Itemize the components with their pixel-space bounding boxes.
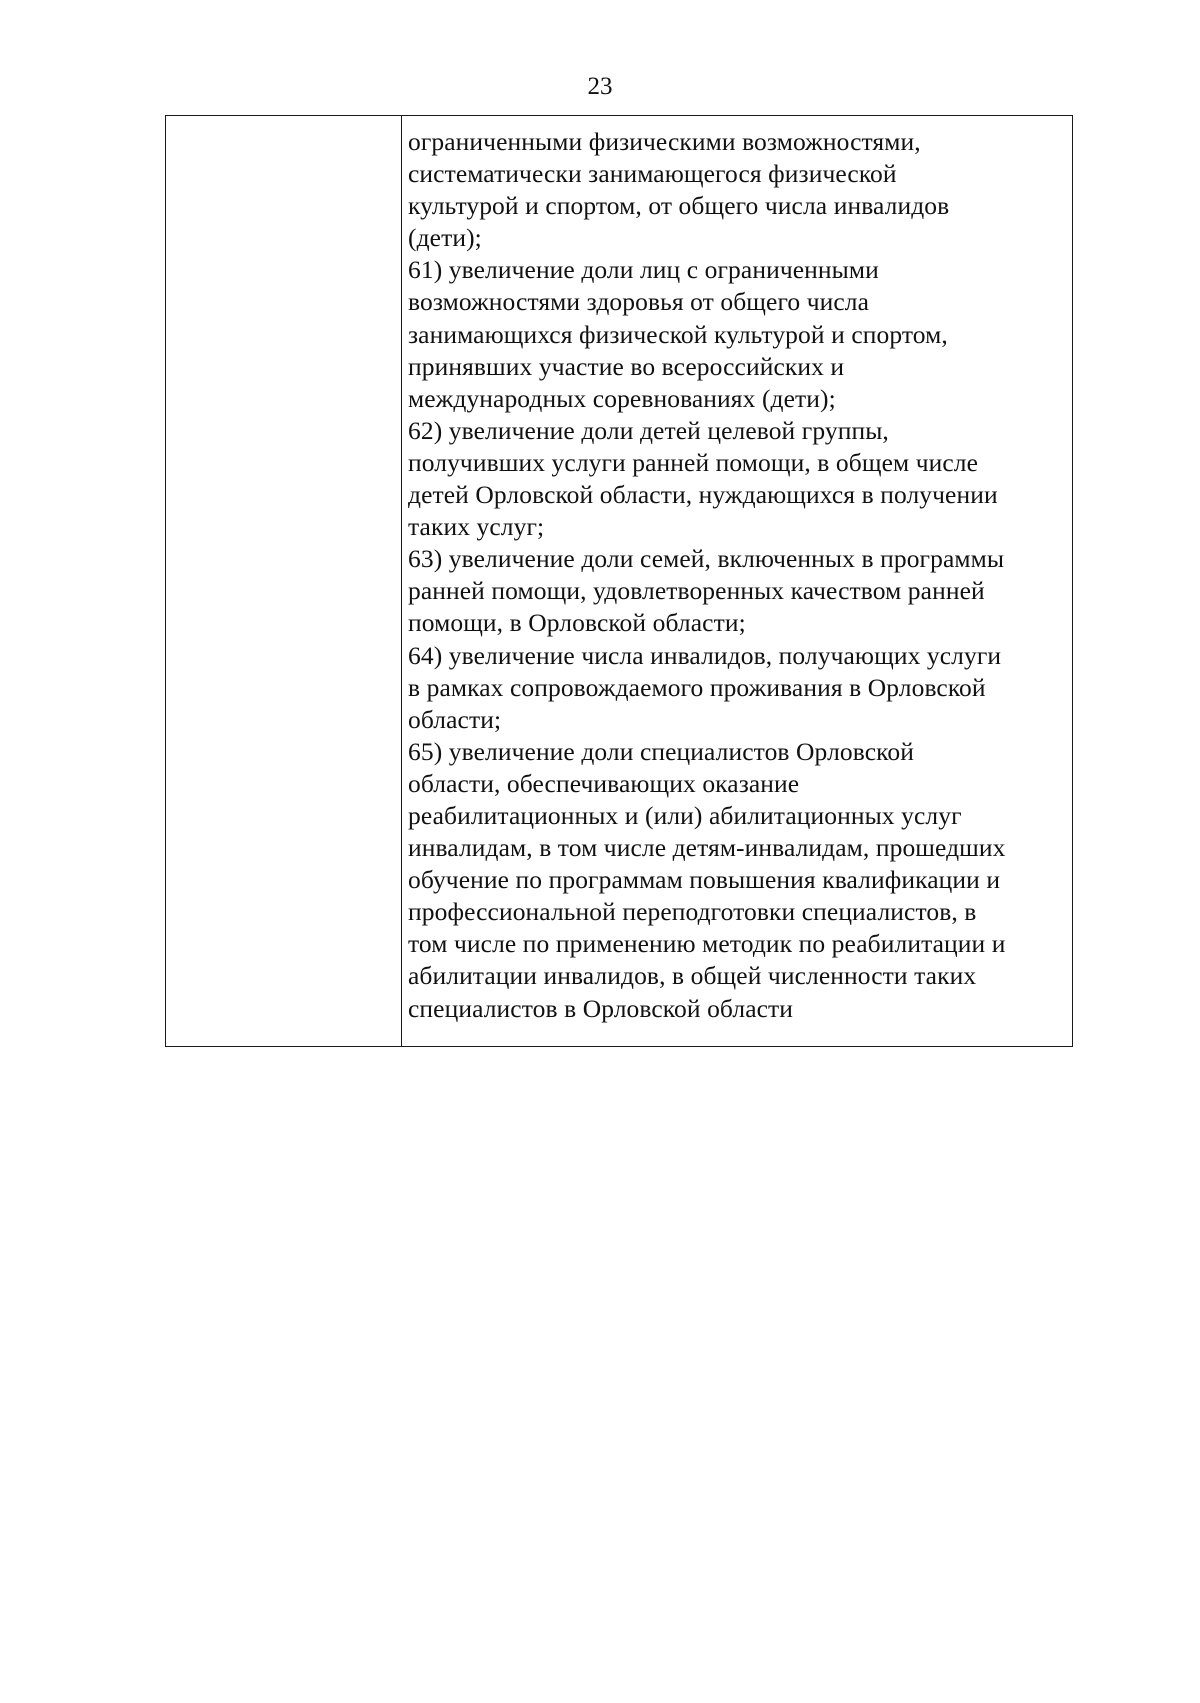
text-line: ограниченными физическими возможностями, (408, 127, 921, 156)
text-line: 64) увеличение числа инвалидов, получающих услуги (408, 640, 1002, 670)
text-line: 62) увеличение доли детей целевой группы, (408, 415, 889, 445)
text-line: в рамках сопровождаемого проживания в Орловской (408, 672, 986, 702)
text-line: инвалидам, в том числе детям-инвалидам, прошедших (408, 833, 1006, 863)
text-line: области; (408, 704, 502, 734)
text-line: помощи, в Орловской области; (408, 608, 746, 638)
page-number: 23 (587, 73, 613, 100)
text-line: занимающихся физической культурой и спортом, (408, 319, 948, 349)
text-line: реабилитационных и (или) абилитационных услуг (408, 800, 962, 830)
text-line: 63) увеличение доли семей, включенных в программы (408, 544, 1005, 574)
text-line: систематически занимающегося физической (408, 159, 897, 189)
text-line: обучение по программам повышения квалификации и (408, 865, 1001, 895)
text-line: специалистов в Орловской области (408, 993, 794, 1023)
text-line: возможностями здоровья от общего числа (408, 287, 870, 317)
table-cell-left (166, 116, 402, 1046)
text-line: абилитации инвалидов, в общей численности таких (408, 961, 977, 991)
text-line: профессиональной переподготовки специалистов, в (408, 897, 977, 927)
text-line: области, обеспечивающих оказание (408, 768, 800, 798)
text-line: принявших участие во всероссийских и (408, 351, 845, 381)
text-line: ранней помощи, удовлетворенных качеством ранней (408, 576, 985, 606)
indicators-table (165, 115, 1073, 1047)
table-cell-right (402, 116, 1072, 1046)
text-line: 65) увеличение доли специалистов Орловской (408, 736, 914, 766)
text-line: том числе по применению методик по реабилитации и (408, 929, 1006, 959)
text-line: (дети); (408, 223, 482, 253)
text-line: таких услуг; (408, 512, 545, 542)
text-line: детей Орловской области, нуждающихся в получении (408, 480, 998, 510)
text-line: 61) увеличение доли лиц с ограниченными (408, 255, 879, 285)
text-line: получивших услуги ранней помощи, в общем числе (408, 447, 979, 477)
text-line: международных соревнованиях (дети); (408, 383, 836, 413)
text-line: культурой и спортом, от общего числа инвалидов (408, 191, 950, 221)
